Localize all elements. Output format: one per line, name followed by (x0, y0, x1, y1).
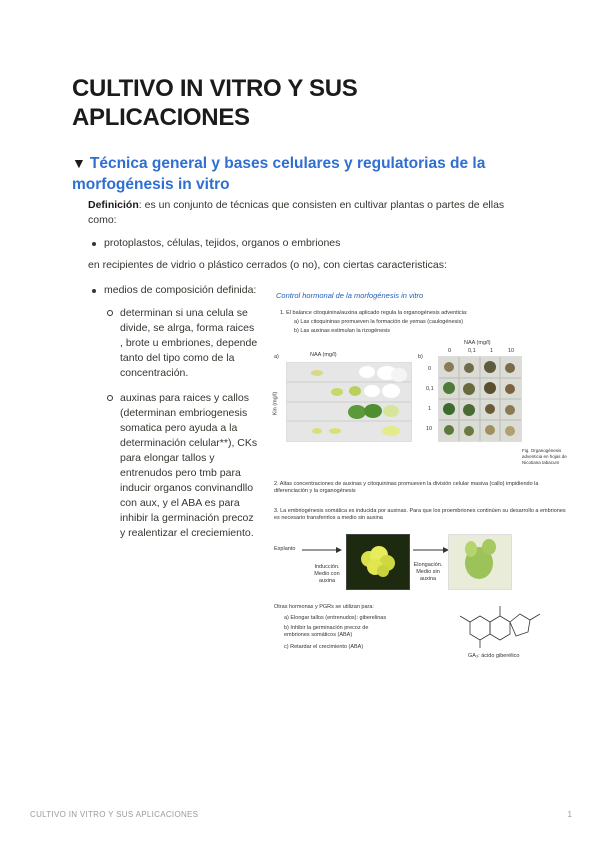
molecule-caption: GA₃: ácido giberélico (468, 653, 520, 659)
figure-line: a) Elongar tallos (entrenudos): giberelinas (284, 615, 387, 621)
elongation-label: Elongación. Medio sin auxina (413, 562, 443, 582)
bullet-main-text: medios de composición definida: (104, 284, 257, 296)
left-column (88, 283, 258, 551)
panel-b-header: NAA (mg/l) (464, 340, 491, 346)
figure-line: a) Las citoquininas promueven la formación de yemas (caulogénesis) (294, 319, 464, 325)
panel-a-header: NAA (mg/l) (310, 352, 337, 358)
panel-b-label: b) (418, 354, 423, 360)
panel-b-row: 10 (426, 426, 433, 432)
panel-b-row: 0 (428, 366, 432, 372)
callus-photo (346, 534, 410, 590)
callus-illustration (347, 535, 409, 589)
panel-b-photo (438, 356, 522, 442)
definition-paragraph (88, 198, 528, 228)
page-number: 1 (567, 810, 572, 819)
figure-line: 3. La embriogénesis somática es inducida por auxinas. Para que los proembriones continúen su desarrollo a embriones es necesario transferirlos a medio sin auxina (274, 508, 566, 521)
figure-line: 1. El balance citoquinina/auxina aplicado regula la organogénesis adventicia: (280, 310, 468, 316)
explant-label: Explanto (274, 546, 296, 552)
sub-list (104, 306, 258, 541)
panel-a-label: a) (274, 354, 279, 360)
list-item (88, 283, 258, 541)
molecule-icon (450, 600, 550, 652)
figure-line: c) Retardar el crecimiento (ABA) (284, 644, 364, 650)
list-item: protoplastos, células, tejidos, organos o embriones (88, 236, 528, 251)
triangle-down-icon[interactable]: ▼ (72, 155, 86, 171)
panel-b-col: 10 (508, 348, 515, 354)
figure-image (268, 288, 576, 663)
section-heading[interactable] (72, 153, 532, 195)
panel-b-row: 0,1 (426, 386, 434, 392)
definition-text: : es un conjunto de técnicas que consisten en cultivar plantas o partes de ellas como: (88, 199, 505, 226)
panel-b-row: 1 (428, 406, 432, 412)
arrow-icon (413, 546, 449, 554)
panel-b-caption: Fig. Organogénesis adventicia en hojas de Nicotiana tabacum (522, 448, 567, 465)
figure-line: b) Las auxinas estimulan la rizogénesis (294, 328, 390, 334)
figure-title: Control hormonal de la morfogénesis in vitro (276, 291, 424, 300)
panel-b-col: 0 (448, 348, 452, 354)
plant-grid-illustration (287, 363, 411, 441)
page-title: CULTIVO IN VITRO Y SUS APLICACIONES (72, 75, 358, 131)
footer-title: CULTIVO IN VITRO Y SUS APLICACIONES (30, 810, 199, 819)
embryo-photo (448, 534, 512, 590)
bullet-list (88, 236, 528, 251)
panel-a-caption (286, 443, 410, 448)
embryo-illustration (449, 535, 511, 589)
after-paragraph: en recipientes de vidrio o plástico cerrados (o no), con ciertas caracteristicas: (88, 259, 447, 271)
sub-list-item: determinan si una celula se divide, se alrga, forma raices , brote u embriones, depende tanto del tipo como de la concentración. (104, 306, 258, 381)
panel-b-col: 1 (490, 348, 494, 354)
induction-label: Inducción. Medio con auxina (314, 564, 340, 584)
panel-a-ylabel: Kin (mg/l) (272, 391, 279, 416)
section-heading-text: Técnica general y bases celulares y regulatorias de la morfogénesis in vitro (72, 155, 486, 193)
figure-line: 2. Altas concentraciones de auxinas y citoquininas promueven la división celular masiva (callo) impidiendo la diferenciación y la organogénesis (274, 481, 539, 494)
panel-a-photo (286, 362, 412, 442)
figure-line: Otras hormonas y PGRs se utilizan para: (274, 604, 374, 610)
definition-label: Definición (88, 199, 139, 211)
arrow-icon (302, 546, 342, 554)
leaf-grid-illustration (439, 357, 521, 441)
sub-list-item: auxinas para raices y callos (determinan embriogenesis somatica pero ayuda a la determinación celular**), CKs para elongar tallos y entrenudos pero tmb para inducir organos convinandllo con aux, y el ABA es para inhibir la germinación precoz y realentizar el creciemiento. (104, 391, 258, 541)
panel-b-col: 0,1 (468, 348, 476, 354)
figure-line: b) Inhibir la germinación precoz de embriones somáticos (ABA) (284, 625, 369, 638)
